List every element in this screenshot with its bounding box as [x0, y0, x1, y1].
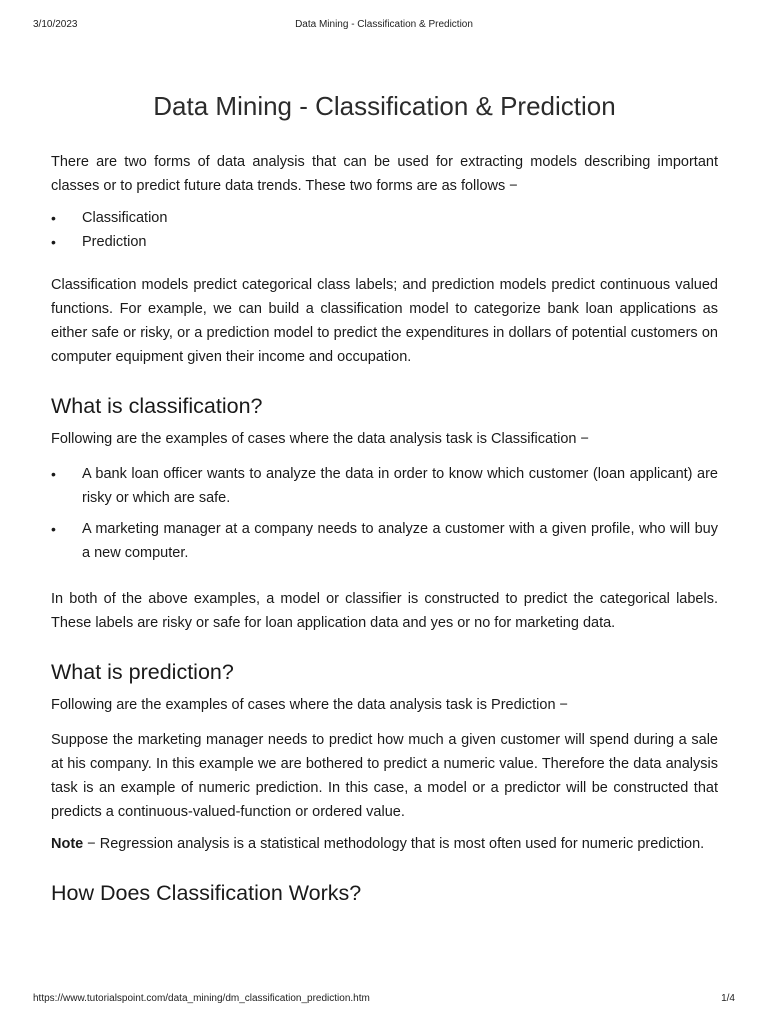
- page-number: 1/4: [721, 993, 735, 1004]
- print-title: Data Mining - Classification & Prediction: [295, 19, 473, 30]
- prediction-heading: What is prediction?: [51, 660, 234, 684]
- classification-examples: [51, 462, 718, 565]
- forms-list: [51, 206, 718, 254]
- print-date: 3/10/2023: [33, 19, 78, 30]
- classification-summary: In both of the above examples, a model or classifier is constructed to predict the categorical labels. These labels are risky or safe for loan application data and yes or no for marketing data.: [51, 591, 718, 631]
- print-url: https://www.tutorialspoint.com/data_mining/dm_classification_prediction.htm: [33, 993, 370, 1004]
- article: [51, 86, 718, 914]
- list-item: • A bank loan officer wants to analyze the data in order to know which customer (loan applicant) are risky or which are safe.: [82, 462, 718, 510]
- note-label: Note: [51, 836, 84, 852]
- list-item: • A marketing manager at a company needs to analyze a customer with a given profile, who will buy a new computer.: [82, 517, 718, 565]
- page-title: Data Mining - Classification & Prediction: [153, 91, 616, 121]
- list-item: • Prediction: [82, 230, 718, 254]
- intro-paragraph: There are two forms of data analysis that can be used for extracting models describing important classes or to predict future data trends. These two forms are as follows −: [51, 154, 718, 194]
- prediction-intro: Following are the examples of cases where the data analysis task is Prediction −: [51, 697, 569, 713]
- classification-heading: What is classification?: [51, 394, 263, 418]
- print-header: [0, 19, 768, 33]
- list-item: • Classification: [82, 206, 718, 230]
- note-text: − Regression analysis is a statistical methodology that is most often used for numeric prediction.: [83, 836, 705, 852]
- note-paragraph: [51, 832, 718, 856]
- how-classification-works-heading: How Does Classification Works?: [51, 881, 362, 905]
- prediction-body: Suppose the marketing manager needs to predict how much a given customer will spend during a sale at his company. In this example we are bothered to predict a numeric value. Therefore the data analysis task is an example of numeric prediction. In this case, a model or a predictor will be constructed that predicts a continuous-valued-function or ordered value.: [51, 732, 718, 820]
- classification-intro: Following are the examples of cases where the data analysis task is Classification −: [51, 431, 589, 447]
- models-paragraph: Classification models predict categorical class labels; and prediction models predict continuous valued functions. For example, we can build a classification model to categorize bank loan applications as either safe or risky, or a prediction model to predict the expenditures in dollars of potential customers on computer equipment given their income and occupation.: [51, 277, 718, 365]
